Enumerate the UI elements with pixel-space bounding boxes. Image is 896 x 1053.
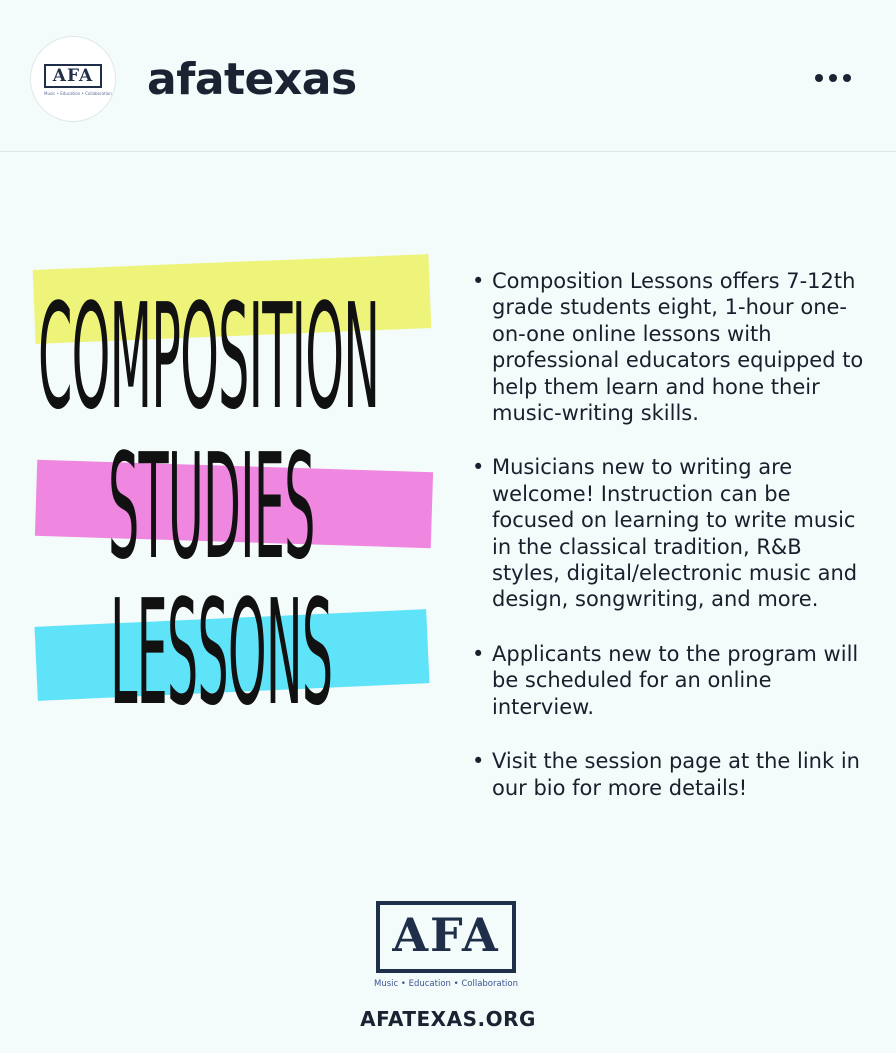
more-dots-icon (815, 74, 823, 82)
profile-username[interactable]: afatexas (147, 54, 357, 105)
avatar-tagline: Music • Education • Collaboration (44, 91, 112, 96)
info-bullet-list (468, 268, 876, 829)
profile-avatar[interactable] (30, 36, 116, 122)
logo-tagline: Music • Education • Collaboration (374, 979, 518, 989)
more-options-button[interactable] (808, 60, 858, 96)
bullet-item: • Musicians new to writing are welcome! Instruction can be focused on learning to write music in the classical tradition, R&B styles, digital/electronic music and design, songwriting, and more. (468, 454, 876, 612)
more-dot (843, 74, 851, 82)
bullet-item: • Applicants new to the program will be scheduled for an online interview. (468, 641, 876, 720)
website-url: AFATEXAS.ORG (360, 1007, 536, 1031)
post-header (0, 0, 896, 152)
avatar-logo: AFA (44, 64, 102, 88)
bullet-item: • Composition Lessons offers 7-12th grade students eight, 1-hour one-on-one online lessons with professional educators equipped to help them learn and hone their music-writing skills. (468, 268, 876, 426)
afa-logo: AFA (376, 901, 516, 973)
poster-word-lessons: LESSONS (110, 568, 333, 739)
poster-word-studies: STUDIES (108, 422, 315, 593)
bullet-item: • Visit the session page at the link in our bio for more details! (468, 748, 876, 801)
more-dot (829, 74, 837, 82)
poster-word-composition: COMPOSITION (38, 272, 380, 443)
